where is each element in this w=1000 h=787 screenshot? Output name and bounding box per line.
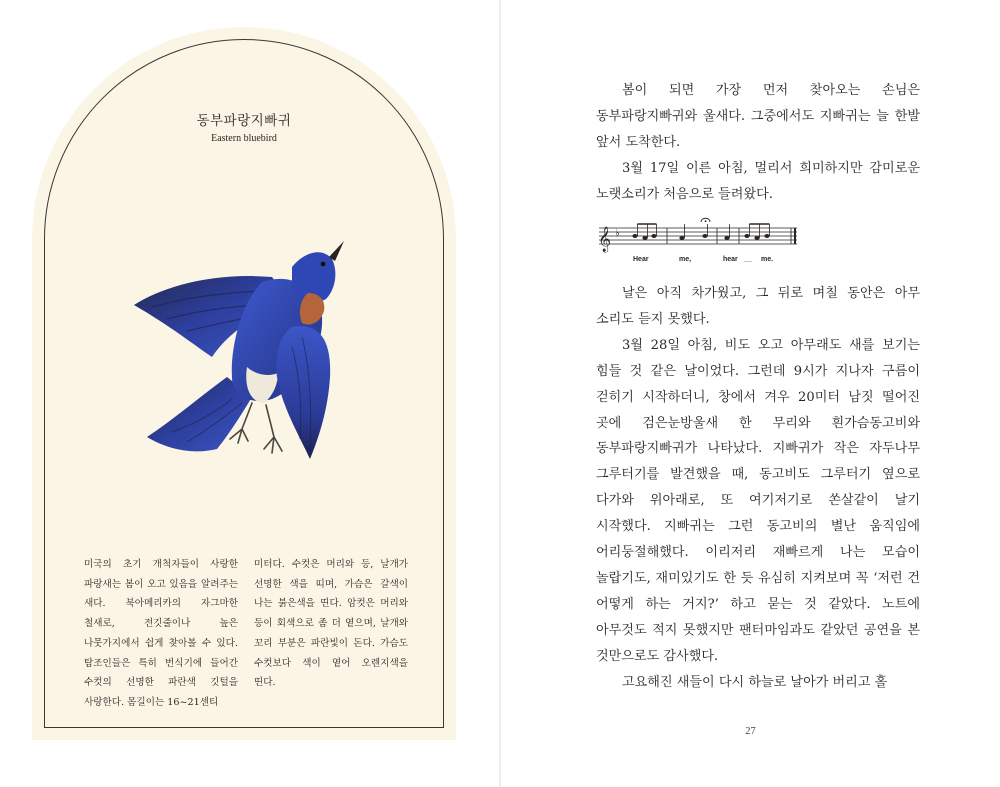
note	[632, 234, 637, 238]
treble-clef-icon: 𝄞	[598, 227, 612, 252]
note	[744, 234, 749, 238]
lyric-word: me.	[761, 256, 774, 263]
plate-title: 동부파랑지빠귀	[196, 113, 292, 129]
note	[724, 236, 729, 240]
left-page	[0, 0, 499, 787]
lyric-word: hear	[723, 256, 738, 263]
lyric-word: me,	[679, 256, 692, 263]
lyric-dash: __	[744, 256, 752, 263]
plate-description-column-1: 미국의 초기 개척자들이 사랑한 파랑새는 봄이 오고 있음을 알려주는 새다. 북아메리카의 자그마한 철새로, 전깃줄이나 높은 나뭇가지에서 쉽게 찾아볼 수 있다. 탐조인들은 특히 번식기에 들어간 수컷의 선명한 파란색 깃털을 사랑한다. 몸길이는 16~21센티	[84, 559, 238, 708]
paragraph: 3월 17일 이른 아침, 멀리서 희미하지만 감미로운 노랫소리가 처음으로 들려왔다.	[596, 160, 920, 202]
beak	[329, 241, 344, 261]
note	[702, 234, 707, 238]
text-block-before-score	[596, 78, 920, 208]
page-number: 27	[745, 726, 756, 737]
right-page	[501, 0, 1000, 787]
paragraph: 3월 28일 아침, 비도 오고 아무래도 새를 보기는 힘들 것 같은 날이었다. 그런데 9시가 지나자 구름이 걷히기 시작하더니, 창에서 겨우 20미터 남짓 떨어진 곳에 검은눈방울새 한 무리와 흰가슴동고비와 동부파랑지빠귀가 나타났다. 지빠귀가 작은 자두나무 그루터기를 발견했을 때, 동고비도 그루터기 옆으로 다가와 위아래로, 또 여기저기로 쏜살같이 날기 시작했다. 지빠귀는 그런 동고비의 별난 움직임에 어리둥절해했다. 이리저리 재빠르게 나는 모습이 놀랍기도, 재미있기도 한 듯 유심히 지켜보며 꼭 ‘저런 건 어떻게 하는 거지?’ 하고 묻는 것 같았다. 노트에 아무것도 적지 못했지만 팬터마임과도 같았던 공연을 본 것만으로도 감사했다.	[596, 337, 920, 664]
paragraph: 고요해진 새들이 다시 하늘로 날아가 버리고 홀	[622, 674, 888, 690]
plate-description-column-2: 미터다. 수컷은 머리와 등, 날개가 선명한 색을 띠며, 가슴은 갈색이 나는 붉은색을 띤다. 암컷은 머리와 등이 회색으로 좀 더 옅으며, 날개와 꼬리 부분은 파란빛이 돈다. 가슴도 수컷보다 색이 옅어 오렌지색을 띤다.	[254, 559, 408, 689]
eye	[321, 262, 326, 267]
illustration-plate	[32, 27, 456, 740]
bluebird-illustration	[132, 227, 352, 467]
flat-sign-icon: ♭	[615, 228, 620, 239]
paragraph: 봄이 되면 가장 먼저 찾아오는 손님은 동부파랑지빠귀와 울새다. 그중에서도 지빠귀는 늘 한발 앞서 도착한다.	[596, 83, 920, 150]
note	[754, 236, 759, 240]
paragraph: 날은 아직 차가웠고, 그 뒤로 며칠 동안은 아무 소리도 듣지 못했다.	[596, 286, 920, 327]
note	[679, 236, 684, 240]
note	[642, 236, 647, 240]
right-wing	[276, 326, 330, 459]
text-block-after-score	[596, 281, 920, 696]
note	[651, 234, 656, 238]
plate-subtitle: Eastern bluebird	[211, 133, 277, 144]
lyric-word: Hear	[633, 256, 649, 263]
note	[764, 234, 769, 238]
